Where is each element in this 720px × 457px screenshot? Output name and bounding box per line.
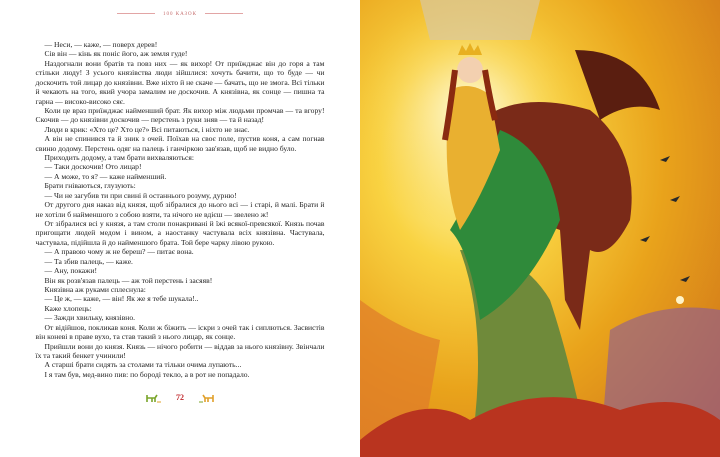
paragraph: — Ану, покажи! [44,266,98,276]
paragraph: Він як розв'язав палець — аж той перстень і засяяв! [44,275,213,285]
paragraph: Брати гніваються, глузують: [44,181,136,191]
paragraph: Коли це враз приїжджає найменший брат. Як вихор між людьми промчав — та вгору! Скочив — до князівни доскочив — перстень з руки зняв — та й назад! [35,105,325,125]
illustration-page [360,0,720,457]
paragraph: Сів він — кінь як поніс його, аж земля гуде! [44,49,188,59]
paragraph: — А правою чому ж не береш? — питає вона. [44,247,194,257]
paragraph: — Зажди хвильку, князівно. [44,313,136,323]
header-rule [205,13,243,14]
paragraph: — Неси, — каже, — поверх дерев! [44,40,158,49]
paragraph: А він не спинився та й зник з очей. Поїхав на своє поле, пустив коня, а сам погнав свиню додому. Перстень одяг на палець і ганчіркою зав'язав, щоб не видно було. [35,134,325,153]
page-footer [0,393,360,403]
paragraph: — Це ж, — каже, — він! Як же я тебе шукала!.. [44,294,199,304]
paragraph: Каже хлопець: [44,303,92,313]
orange-horse-icon [198,394,214,403]
paragraph: Прийшли вони до князя. Князь — нічого робити — віддав за нього князівну. Звінчали їх та такий бенкет учинили! [35,341,325,360]
running-header [0,11,360,18]
paragraph: А старші брати сидять за столами та тільки очима лупають... [44,360,242,370]
header-title: 100 КАЗОК [162,12,198,17]
paragraph: От відійшов, покликав коня. Коли ж біжить — іскри з очей так і сиплються. Засвистів він коневі в праве вухо, та став такий з нього лицар, як сонце. [35,322,325,342]
paragraph: — Та збив палець, — каже. [44,256,133,266]
paragraph: Люди в крик: «Хто це? Хто це?» Всі питаються, і ніхто не знає. [44,124,250,134]
paragraph: І я там був, мед-вино пив: по бороді текло, а в рот не попадало. [44,369,250,379]
paragraph: — Таки доскочив! Ото лицар! [44,162,142,172]
page-number: 72 [176,393,184,403]
illustration-princess-on-horse [360,0,720,457]
header-rule [117,13,155,14]
paragraph: — А може, то я? — каже найменший. [44,171,167,181]
green-horse-icon [146,394,162,403]
paragraph: Наздогнали вони братів та повз них — як вихор! От приїжджає він до горя а там стільки люду! З усього князівства люди зійшлися: хочуть бачити, що то буде — чи доскочить той лицар до князівни. Вже ніхто й не скаче — бачать, що не змога. Всі тільки й чекають на того, який учора замалим не доскочив. А князівна, як сонце — пишна та гарна — високо-високо сяє. [35,58,325,106]
paragraph: От зібралися всі у князя, а там столи понакривані й їжі всякої-превсякої. Князь почав пригощати людей медом і вином, а наостанку частувала всіх князівна. Частувала, частувала, підійшла й до найменшого брата. Той бере чарку лівою рукою. [35,219,325,247]
paragraph: Приходить додому, а там брати вихваляються: [44,153,194,163]
paragraph: — Чи не загубив ти при свині й останнього розуму, дурню! [44,190,237,200]
paragraph: Князівна аж руками сплеснула: [44,284,146,294]
paragraph: От другого дня наказ від князя, щоб зібралися до нього всі — і старі, й малі. Брати й не хотіли б найменшого з собою взяти, та нічого не вдієш — звелено ж! [35,200,325,219]
story-text [36,40,325,379]
